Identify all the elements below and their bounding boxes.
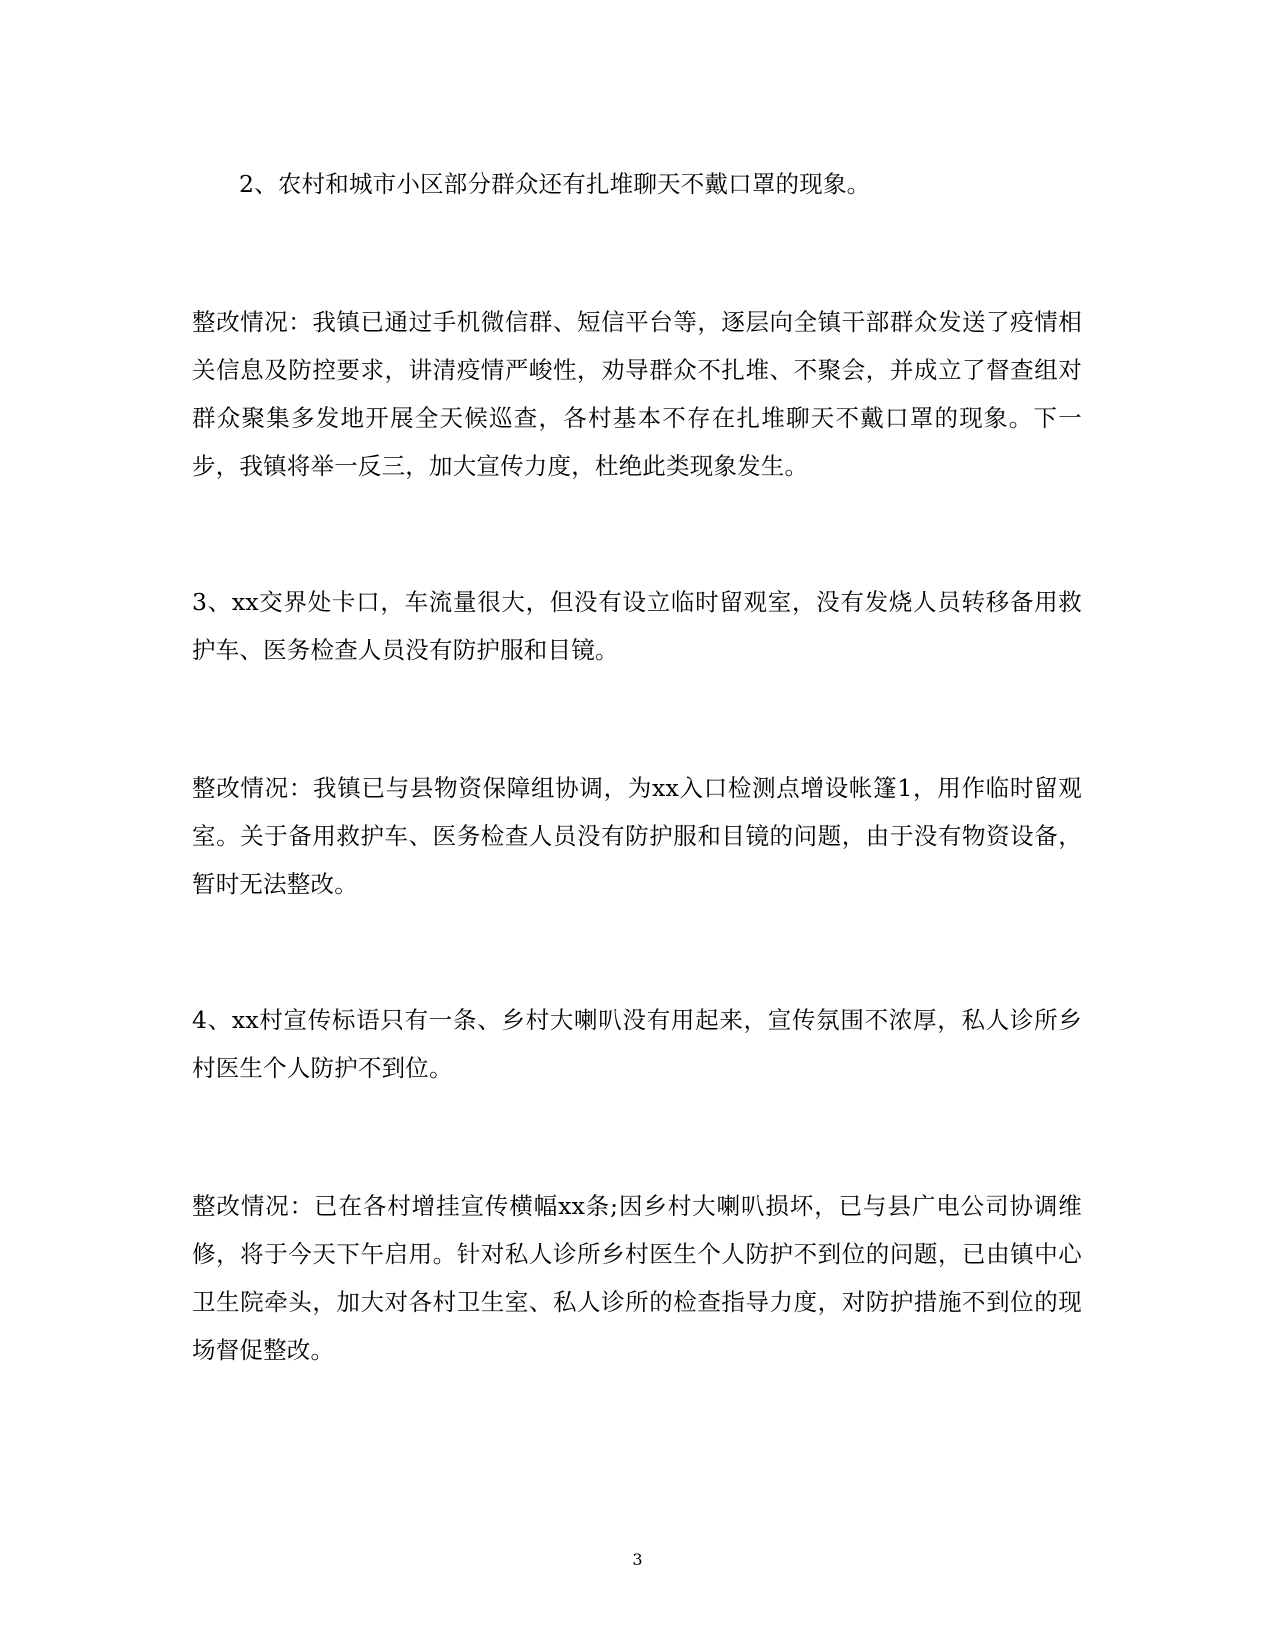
- page-number: 3: [632, 1550, 643, 1569]
- issue-4-paragraph: 4、xx村宣传标语只有一条、乡村大喇叭没有用起来，宣传氛围不浓厚，私人诊所乡村医生个人防护不到位。: [192, 1006, 1082, 1082]
- issue-3-paragraph: 3、xx交界处卡口，车流量很大，但没有设立临时留观室，没有发烧人员转移备用救护车、医务检查人员没有防护服和目镜。: [192, 588, 1082, 664]
- rectification-2-paragraph: 整改情况：我镇已通过手机微信群、短信平台等，逐层向全镇干部群众发送了疫情相关信息及防控要求，讲清疫情严峻性，劝导群众不扎堆、不聚会，并成立了督查组对群众聚集多发地开展全天候巡查，各村基本不存在扎堆聊天不戴口罩的现象。下一步，我镇将举一反三，加大宣传力度，杜绝此类现象发生。: [192, 308, 1082, 480]
- rectification-4-paragraph: 整改情况：已在各村增挂宣传横幅xx条;因乡村大喇叭损坏，已与县广电公司协调维修，将于今天下午启用。针对私人诊所乡村医生个人防护不到位的问题，已由镇中心卫生院牵头，加大对各村卫生室、私人诊所的检查指导力度，对防护措施不到位的现场督促整改。: [192, 1192, 1082, 1364]
- issue-2-paragraph: 2、农村和城市小区部分群众还有扎堆聊天不戴口罩的现象。: [239, 170, 871, 198]
- rectification-3-paragraph: 整改情况：我镇已与县物资保障组协调，为xx入口检测点增设帐篷1，用作临时留观室。关于备用救护车、医务检查人员没有防护服和目镜的问题，由于没有物资设备，暂时无法整改。: [192, 774, 1082, 898]
